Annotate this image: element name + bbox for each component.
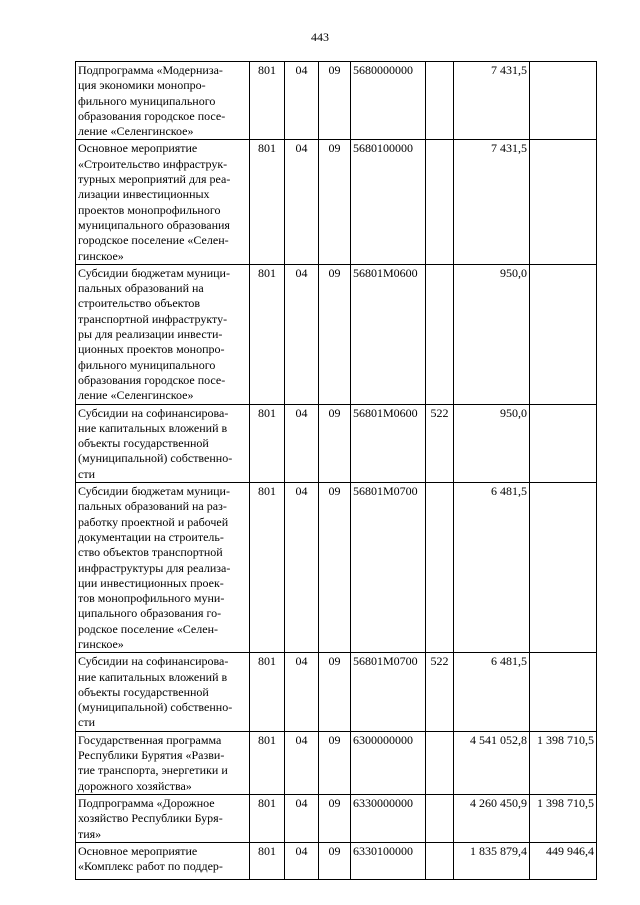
section-code-cell: 04 <box>285 140 319 264</box>
row-name-line: Субсидии на софинансирова- <box>78 405 229 420</box>
row-name-line: дорожного хозяйства» <box>78 778 192 793</box>
row-name-line: турных мероприятий для реа- <box>78 172 231 187</box>
table-row <box>76 264 597 404</box>
row-name-line: пальных образований на <box>78 281 204 296</box>
section-code-cell: 04 <box>285 62 319 140</box>
row-name-line: лизации инвестиционных <box>78 187 210 202</box>
row-name-line: транспортной инфраструкту- <box>78 311 228 326</box>
table-row <box>76 794 597 842</box>
target-article-cell: 5680100000 <box>351 140 426 264</box>
section-code-cell: 04 <box>285 731 319 794</box>
row-name-cell <box>76 140 250 264</box>
row-name-line: тие транспорта, энергетики и <box>78 763 228 778</box>
expense-type-cell <box>426 140 454 264</box>
row-name-cell <box>76 653 250 731</box>
expense-type-cell <box>426 483 454 653</box>
target-article-cell: 56801М0700 <box>351 483 426 653</box>
row-name-line: ции инвестиционных проек- <box>78 575 224 590</box>
federal-amount-cell <box>530 62 597 140</box>
section-code-cell: 04 <box>285 264 319 404</box>
target-article-cell: 6330100000 <box>351 842 426 879</box>
row-name-line: «Комплекс работ по поддер- <box>78 859 223 874</box>
row-name-line: сти <box>78 715 95 730</box>
row-name-cell <box>76 62 250 140</box>
row-name-cell <box>76 404 250 482</box>
row-name-line: объекты государственной <box>78 684 209 699</box>
row-name-cell <box>76 731 250 794</box>
expense-type-cell <box>426 264 454 404</box>
table-row <box>76 140 597 264</box>
row-name-line: (муниципальной) собственно- <box>78 700 233 715</box>
table-row <box>76 731 597 794</box>
grbs-code-cell: 801 <box>250 794 285 842</box>
subsection-code-cell: 09 <box>319 483 351 653</box>
row-name-line: пальных образований на раз- <box>78 499 227 514</box>
table-row <box>76 842 597 879</box>
row-name-line: фильного муниципального <box>78 357 216 372</box>
row-name-line: фильного муниципального <box>78 93 216 108</box>
row-name-cell <box>76 264 250 404</box>
subsection-code-cell: 09 <box>319 264 351 404</box>
amount-cell: 1 835 879,4 <box>454 842 530 879</box>
row-name-line: гинское» <box>78 248 124 263</box>
section-code-cell: 04 <box>285 653 319 731</box>
amount-cell: 6 481,5 <box>454 653 530 731</box>
grbs-code-cell: 801 <box>250 842 285 879</box>
row-name-line: ние капитальных вложений в <box>78 669 228 684</box>
row-name-line: объекты государственной <box>78 436 209 451</box>
subsection-code-cell: 09 <box>319 404 351 482</box>
federal-amount-cell <box>530 404 597 482</box>
section-code-cell: 04 <box>285 483 319 653</box>
row-name-line: ры для реализации инвести- <box>78 327 223 342</box>
row-name-line: сти <box>78 466 95 481</box>
row-name-line: Основное мероприятие <box>78 141 198 156</box>
page-number: 443 <box>311 30 329 44</box>
section-code-cell: 04 <box>285 794 319 842</box>
row-name-line: инфраструктуры для реализа- <box>78 560 231 575</box>
federal-amount-cell: 1 398 710,5 <box>530 794 597 842</box>
row-name-line: Подпрограмма «Модерниза- <box>78 63 223 77</box>
amount-cell: 950,0 <box>454 264 530 404</box>
table-row <box>76 404 597 482</box>
amount-cell: 950,0 <box>454 404 530 482</box>
row-name-line: ция экономики монопро- <box>78 78 206 93</box>
row-name-line: Государственная программа <box>78 732 222 747</box>
row-name-line: образования городское посе- <box>78 372 226 387</box>
budget-table-body <box>76 62 597 880</box>
row-name-line: ство объектов транспортной <box>78 545 223 560</box>
row-name-line: городское поселение «Селен- <box>78 233 229 248</box>
row-name-line: образования городское посе- <box>78 108 226 123</box>
row-name-line: документации на строитель- <box>78 529 224 544</box>
federal-amount-cell <box>530 264 597 404</box>
federal-amount-cell <box>530 483 597 653</box>
section-code-cell: 04 <box>285 404 319 482</box>
target-article-cell: 56801М0600 <box>351 264 426 404</box>
grbs-code-cell: 801 <box>250 483 285 653</box>
row-name-line: муниципального образования <box>78 217 230 232</box>
table-row <box>76 483 597 653</box>
row-name-line: ление «Селенгинское» <box>78 124 194 139</box>
grbs-code-cell: 801 <box>250 404 285 482</box>
row-name-line: строительство объектов <box>78 296 201 311</box>
subsection-code-cell: 09 <box>319 140 351 264</box>
row-name-line: тия» <box>78 826 102 841</box>
grbs-code-cell: 801 <box>250 140 285 264</box>
expense-type-cell <box>426 794 454 842</box>
grbs-code-cell: 801 <box>250 264 285 404</box>
row-name-line: Основное мероприятие <box>78 843 198 858</box>
grbs-code-cell: 801 <box>250 731 285 794</box>
subsection-code-cell: 09 <box>319 794 351 842</box>
federal-amount-cell: 449 946,4 <box>530 842 597 879</box>
subsection-code-cell: 09 <box>319 842 351 879</box>
row-name-line: Подпрограмма «Дорожное <box>78 795 215 810</box>
row-name-line: «Строительство инфраструк- <box>78 156 228 171</box>
federal-amount-cell <box>530 140 597 264</box>
row-name-line: Субсидии на софинансирова- <box>78 654 229 669</box>
amount-cell: 6 481,5 <box>454 483 530 653</box>
row-name-line: ление «Селенгинское» <box>78 388 194 403</box>
amount-cell: 4 260 450,9 <box>454 794 530 842</box>
federal-amount-cell: 1 398 710,5 <box>530 731 597 794</box>
target-article-cell: 56801М0700 <box>351 653 426 731</box>
amount-cell: 7 431,5 <box>454 140 530 264</box>
row-name-line: ние капитальных вложений в <box>78 420 228 435</box>
row-name-line: Субсидии бюджетам муници- <box>78 265 230 280</box>
row-name-line: проектов монопрофильного <box>78 202 221 217</box>
target-article-cell: 5680000000 <box>351 62 426 140</box>
row-name-line: работку проектной и рабочей <box>78 514 229 529</box>
expense-type-cell <box>426 731 454 794</box>
grbs-code-cell: 801 <box>250 653 285 731</box>
federal-amount-cell <box>530 653 597 731</box>
expense-type-cell <box>426 842 454 879</box>
subsection-code-cell: 09 <box>319 731 351 794</box>
row-name-line: ционных проектов монопро- <box>78 342 225 357</box>
row-name-cell <box>76 794 250 842</box>
table-row <box>76 62 597 140</box>
row-name-line: (муниципальной) собственно- <box>78 451 233 466</box>
row-name-cell <box>76 483 250 653</box>
target-article-cell: 56801М0600 <box>351 404 426 482</box>
grbs-code-cell: 801 <box>250 62 285 140</box>
table-row <box>76 653 597 731</box>
expense-type-cell <box>426 62 454 140</box>
amount-cell: 4 541 052,8 <box>454 731 530 794</box>
row-name-line: хозяйство Республики Буря- <box>78 811 223 826</box>
subsection-code-cell: 09 <box>319 62 351 140</box>
budget-table <box>75 61 597 880</box>
row-name-line: гинское» <box>78 636 124 651</box>
amount-cell: 7 431,5 <box>454 62 530 140</box>
subsection-code-cell: 09 <box>319 653 351 731</box>
row-name-cell <box>76 842 250 879</box>
target-article-cell: 6300000000 <box>351 731 426 794</box>
section-code-cell: 04 <box>285 842 319 879</box>
target-article-cell: 6330000000 <box>351 794 426 842</box>
row-name-line: родское поселение «Селен- <box>78 621 218 636</box>
expense-type-cell: 522 <box>426 404 454 482</box>
row-name-line: Республики Бурятия «Разви- <box>78 748 225 763</box>
row-name-line: Субсидии бюджетам муници- <box>78 484 230 499</box>
row-name-line: тов монопрофильного муни- <box>78 591 225 606</box>
row-name-line: ципального образования го- <box>78 606 222 621</box>
expense-type-cell: 522 <box>426 653 454 731</box>
